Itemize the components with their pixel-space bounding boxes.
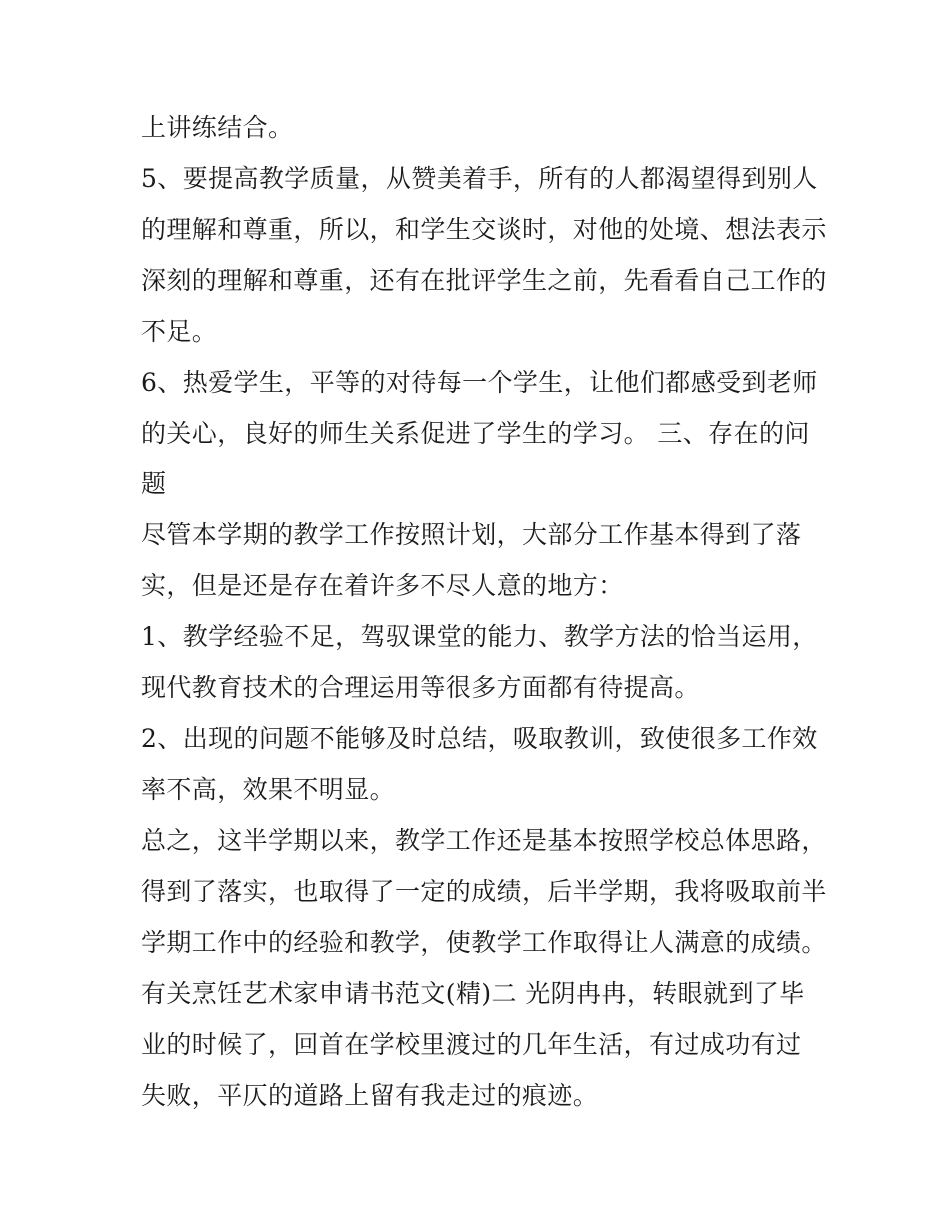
- text-line: 率不高，效果不明显。: [141, 775, 396, 804]
- text-line: 尽管本学期的教学工作按照计划，大部分工作基本得到了落: [141, 520, 802, 549]
- text-line: 1、教学经验不足，驾驭课堂的能力、教学方法的恰当运用，: [141, 622, 818, 651]
- text-line: 得到了落实，也取得了一定的成绩，后半学期，我将吸取前半: [141, 877, 827, 906]
- text-line: 深刻的理解和尊重，还有在批评学生之前，先看看自己工作的: [141, 266, 827, 295]
- text-line: 实，但是还是存在着许多不尽人意的地方：: [141, 571, 624, 600]
- text-line: 上讲练结合。: [141, 113, 294, 142]
- text-line: 现代教育技术的合理运用等很多方面都有待提高。: [141, 673, 700, 702]
- text-line: 总之，这半学期以来，教学工作还是基本按照学校总体思路，: [141, 826, 827, 855]
- text-line: 失败，平仄的道路上留有我走过的痕迹。: [141, 1081, 599, 1110]
- text-line: 有关烹饪艺术家申请书范文(精)二 光阴冉冉，转眼就到了毕: [141, 979, 805, 1008]
- text-line: 5、要提高教学质量，从赞美着手，所有的人都渴望得到别人: [141, 164, 818, 193]
- text-line: 6、热爱学生，平等的对待每一个学生，让他们都感受到老师: [141, 368, 818, 397]
- text-line: 题: [141, 469, 167, 498]
- text-line: 不足。: [141, 317, 218, 346]
- text-line: 学期工作中的经验和教学，使教学工作取得让人满意的成绩。: [141, 928, 827, 957]
- text-line: 的理解和尊重，所以，和学生交谈时，对他的处境、想法表示: [141, 215, 827, 244]
- text-line: 2、出现的问题不能够及时总结，吸取教训，致使很多工作效: [141, 724, 818, 753]
- text-line: 的关心，良好的师生关系促进了学生的学习。 三、存在的问: [141, 419, 810, 448]
- text-line: 业的时候了，回首在学校里渡过的几年生活，有过成功有过: [141, 1030, 802, 1059]
